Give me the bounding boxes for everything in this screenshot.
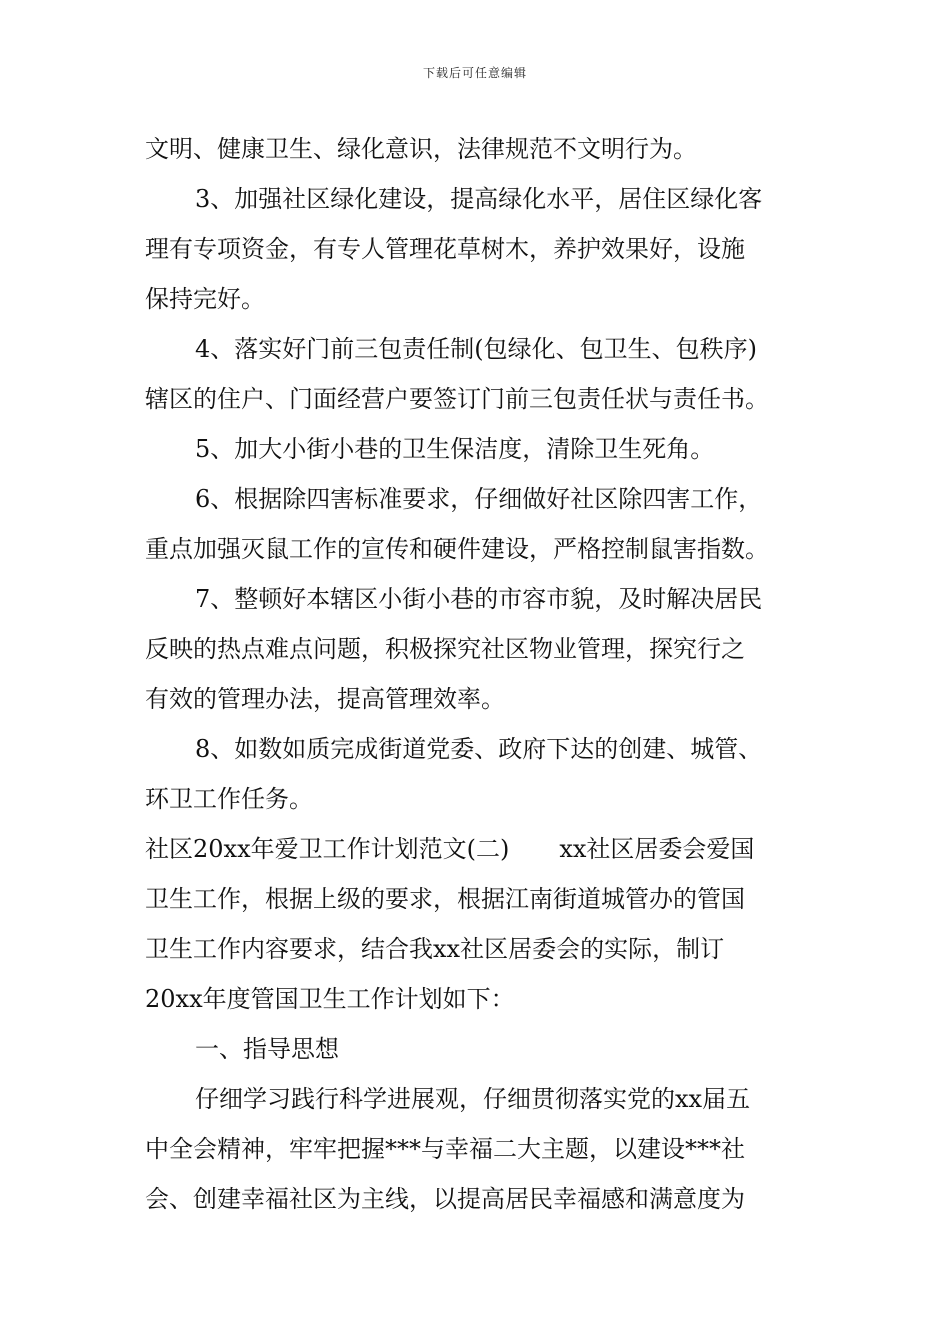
section-title: 社区20xx年爱卫工作计划范文(二): [145, 835, 510, 863]
text-line: 文明、健康卫生、绿化意识，法律规范不文明行为。: [145, 135, 697, 163]
text-line: 会、创建幸福社区为主线，以提高居民幸福感和满意度为: [145, 1185, 745, 1213]
text-line: 重点加强灭鼠工作的宣传和硬件建设，严格控制鼠害指数。: [145, 535, 769, 563]
text-line: 8、如数如质完成街道党委、政府下达的创建、城管、: [195, 735, 763, 763]
text-line: 辖区的住户、门面经营户要签订门前三包责任状与责任书。: [145, 385, 769, 413]
document-body: [145, 124, 807, 1224]
text-line: 卫生工作内容要求，结合我xx社区居委会的实际，制订: [145, 935, 725, 963]
text-line: 7、整顿好本辖区小街小巷的市容市貌，及时解决居民: [195, 585, 763, 613]
section-title-line: [145, 824, 807, 874]
text-line: 中全会精神，牢牢把握***与幸福二大主题，以建设***社: [145, 1135, 745, 1163]
text-line: 保持完好。: [145, 285, 265, 313]
text-line: 卫生工作，根据上级的要求，根据江南街道城管办的管国: [145, 885, 745, 913]
text-line: 反映的热点难点问题，积极探究社区物业管理，探究行之: [145, 635, 745, 663]
text-line: 有效的管理办法，提高管理效率。: [145, 685, 505, 713]
page-header-note: 下载后可任意编辑: [422, 66, 527, 80]
text-line: 3、加强社区绿化建设，提高绿化水平，居住区绿化客: [195, 185, 763, 213]
subheading: 一、指导思想: [195, 1035, 339, 1063]
text-fragment: xx社区居委会爱国: [559, 835, 755, 863]
text-line: 仔细学习践行科学进展观，仔细贯彻落实党的xx届五: [195, 1085, 751, 1113]
text-line: 环卫工作任务。: [145, 785, 313, 813]
text-line: 20xx年度管国卫生工作计划如下：: [145, 985, 515, 1013]
text-line: 5、加大小街小巷的卫生保洁度，清除卫生死角。: [195, 435, 715, 463]
text-line: 6、根据除四害标准要求，仔细做好社区除四害工作，: [195, 485, 763, 513]
text-line: 4、落实好门前三包责任制(包绿化、包卫生、包秩序): [195, 335, 757, 363]
text-line: 理有专项资金，有专人管理花草树木，养护效果好，设施: [145, 235, 745, 263]
